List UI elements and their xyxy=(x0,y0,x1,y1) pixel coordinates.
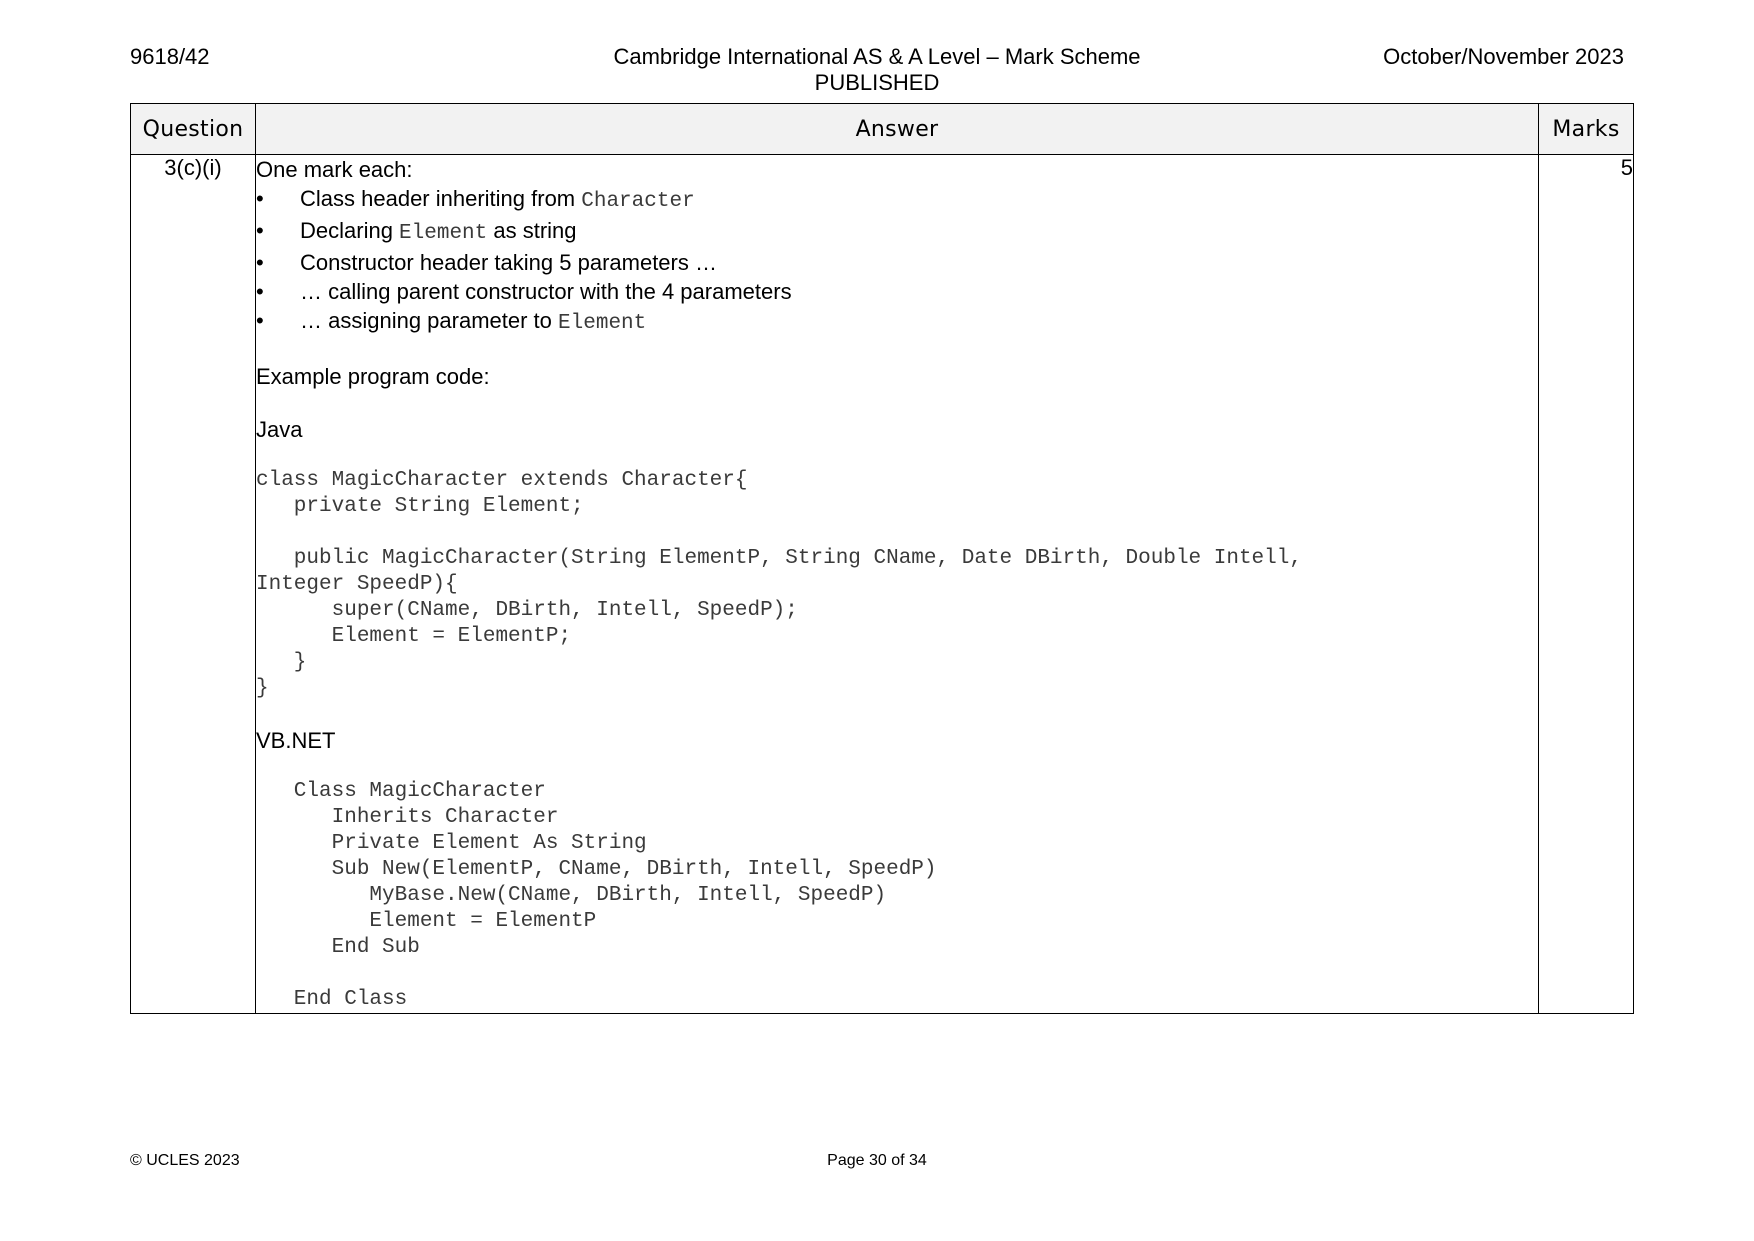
marking-point: • Class header inheriting from Character xyxy=(256,186,695,213)
vbnet-code-block: Class MagicCharacter Inherits Character Private Element As String Sub New(ElementP, CName, DBirth, Intell, SpeedP) MyBase.New(CName, DBirth, Intell, SpeedP) Element = ElementP End Sub End Class xyxy=(293,780,937,1011)
paper-code: 9618/42 xyxy=(130,44,210,69)
answer-cell xyxy=(256,155,1539,1014)
example-code-label: Example program code: xyxy=(256,364,490,389)
inline-code: Character xyxy=(581,190,695,213)
java-code-block: class MagicCharacter extends Character{ private String Element; public MagicCharacter(String ElementP, String CName, Date DBirth, Double Intell, Integer SpeedP){ super(CName, DBirth, Intell, SpeedP); Element = ElementP; } } xyxy=(256,469,1302,700)
bullet-icon: • xyxy=(256,308,264,333)
marking-point: • … calling parent constructor with the 4 parameters xyxy=(256,279,792,304)
page-number: Page 30 of 34 xyxy=(827,1152,927,1169)
marks-value: 5 xyxy=(1539,155,1634,1014)
column-header-answer: Answer xyxy=(256,104,1539,155)
marking-point: • Declaring Element as string xyxy=(256,218,577,245)
page-subtitle: PUBLISHED xyxy=(814,70,940,95)
exam-session: October/November 2023 xyxy=(1383,44,1624,69)
copyright-notice: © UCLES 2023 xyxy=(130,1152,240,1169)
bullet-icon: • xyxy=(256,186,264,211)
bullet-icon: • xyxy=(256,279,264,304)
bullet-icon: • xyxy=(256,218,264,243)
marking-point: • … assigning parameter to Element xyxy=(256,308,647,335)
inline-code: Element xyxy=(558,312,647,335)
marking-points-list xyxy=(256,184,1538,338)
java-label: Java xyxy=(256,417,303,442)
table-row xyxy=(131,155,1634,1014)
header-title-block xyxy=(500,44,1254,96)
table-header-row xyxy=(131,104,1634,155)
inline-code: Element xyxy=(399,222,488,245)
vbnet-label: VB.NET xyxy=(256,728,336,753)
column-header-marks: Marks xyxy=(1539,104,1634,155)
mark-scheme-table xyxy=(130,103,1634,1014)
question-number: 3(c)(i) xyxy=(131,155,256,1014)
marking-intro: One mark each: xyxy=(256,157,413,182)
marking-point: • Constructor header taking 5 parameters … xyxy=(256,250,717,275)
page-title: Cambridge International AS & A Level – Mark Scheme xyxy=(613,44,1141,69)
column-header-question: Question xyxy=(131,104,256,155)
bullet-icon: • xyxy=(256,250,264,275)
